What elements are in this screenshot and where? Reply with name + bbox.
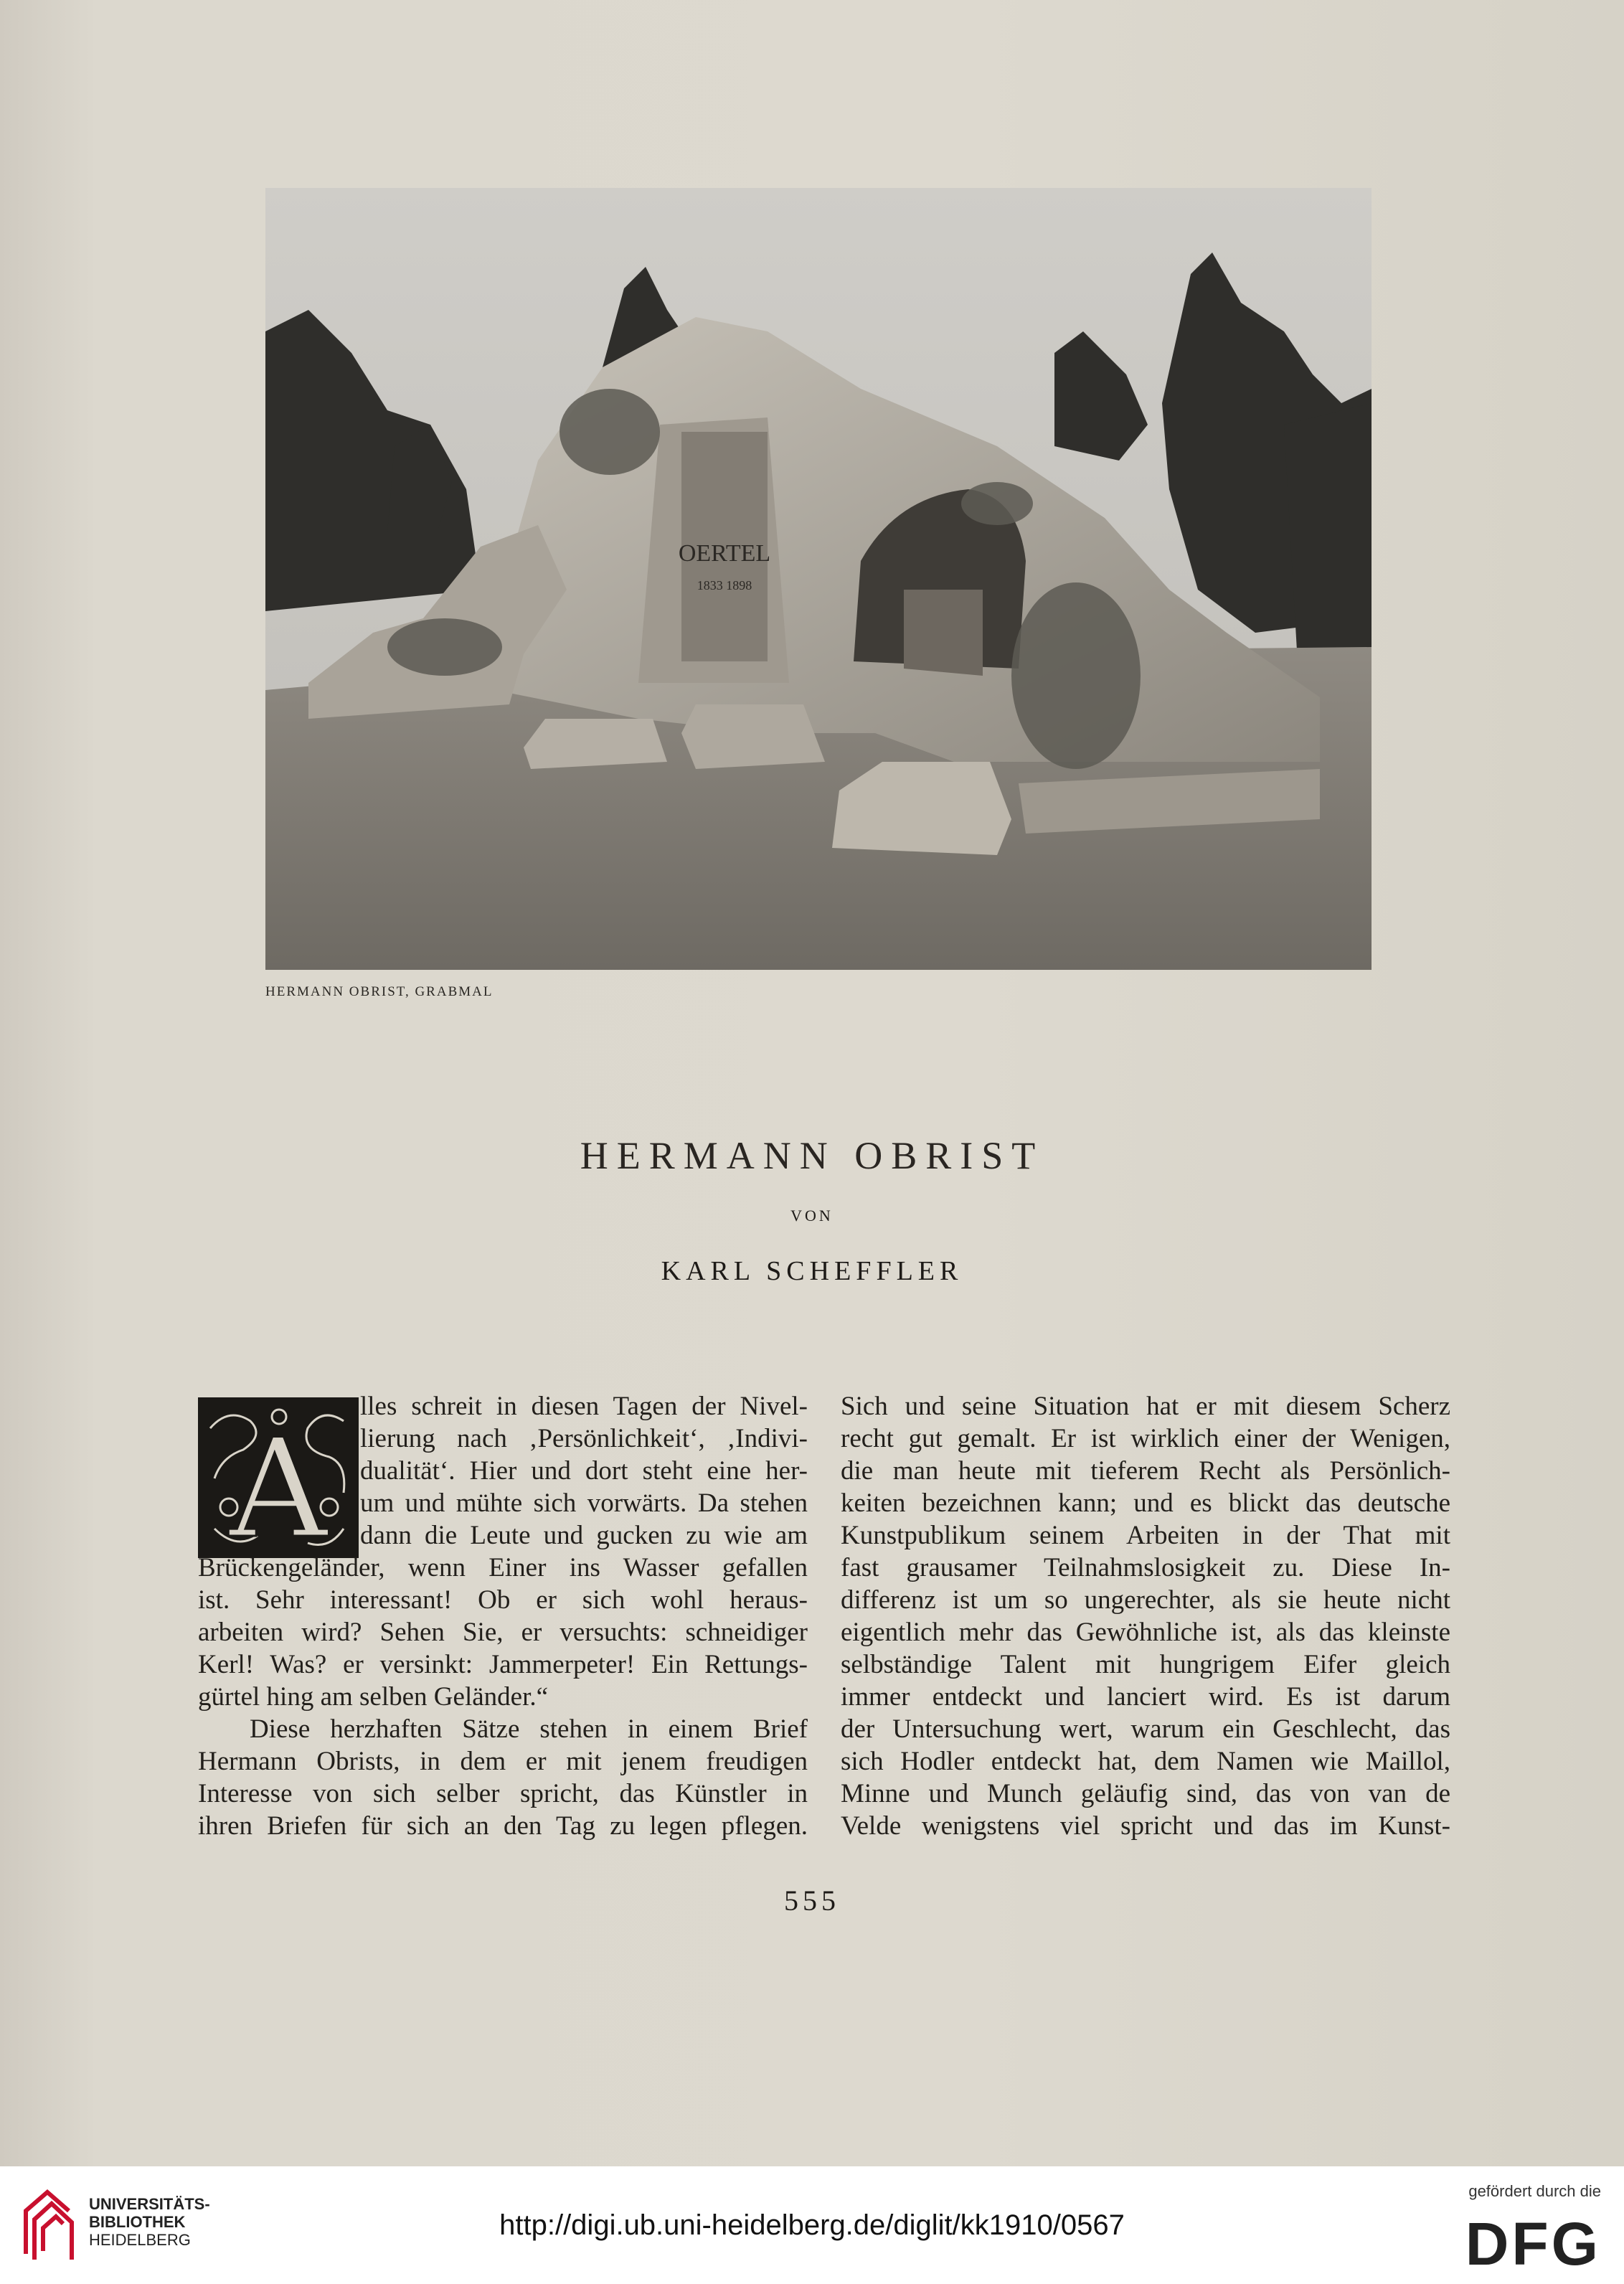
paragraph-line: lles schreit in diesen Tagen der Nivel-	[360, 1392, 808, 1421]
article-author: KARL SCHEFFLER	[661, 1256, 963, 1286]
permalink-url[interactable]: http://digi.ub.uni-heidelberg.de/diglit/kk1910/0567	[499, 2209, 1125, 2241]
paragraph-line: Minne und Munch geläufig sind, das von van de	[841, 1779, 1450, 1808]
paragraph-line: sich Hodler entdeckt hat, dem Namen wie Maillol,	[841, 1747, 1450, 1776]
dfg-logo[interactable]: DFG	[1465, 2210, 1601, 2278]
paragraph-line: Interesse von sich selber spricht, das Künstler in	[198, 1779, 808, 1808]
paragraph-line: ist. Sehr interessant! Ob er sich wohl heraus-	[198, 1585, 808, 1615]
byline-von: VON	[790, 1207, 834, 1224]
paragraph-line: der Untersuchung wert, warum ein Geschlecht, das	[841, 1714, 1450, 1744]
paragraph-line: fast grausamer Teilnahmslosigkeit zu. Diese In-	[841, 1553, 1450, 1582]
paragraph-line: keiten bezeichnen kann; und es blickt das deutsche	[841, 1488, 1450, 1518]
paragraph-line: die man heute mit tieferem Recht als Persönlich-	[841, 1456, 1450, 1486]
drop-cap-letter: A	[229, 1410, 328, 1556]
page-number: 555	[784, 1884, 840, 1917]
paragraph-line: gürtel hing am selben Geländer.“	[198, 1682, 549, 1712]
text-column-right	[841, 1390, 1450, 1842]
library-name-line1: UNIVERSITÄTS-	[89, 2195, 210, 2213]
paragraph-line: Hermann Obrists, in dem er mit jenem freudigen	[198, 1747, 808, 1776]
paragraph-line: um und mühte sich vorwärts. Da stehen	[360, 1488, 808, 1518]
paragraph-line: eigentlich mehr das Gewöhnliche ist, als das kleinste	[841, 1618, 1450, 1647]
funding-label: gefördert durch die	[1468, 2182, 1601, 2200]
paragraph-line: dann die Leute und gucken zu wie am	[360, 1521, 808, 1550]
paragraph-line: ihren Briefen für sich an den Tag zu legen pflegen.	[198, 1811, 808, 1841]
paragraph-line: recht gut gemalt. Er ist wirklich einer der Wenigen,	[841, 1424, 1450, 1453]
photo-caption: HERMANN OBRIST, GRABMAL	[265, 984, 494, 999]
paragraph-line: dualität‘. Hier und dort steht eine her-	[360, 1456, 808, 1486]
tomb-illustration	[265, 188, 1372, 970]
viewer-footer	[0, 2166, 1624, 2284]
paragraph-line: differenz ist um so ungerechter, als sie heute nicht	[841, 1585, 1450, 1615]
paragraph-line: Sich und seine Situation hat er mit diesem Scherz	[841, 1392, 1450, 1421]
paragraph-line: lierung nach ‚Persönlichkeit‘, ‚Indivi-	[360, 1424, 808, 1453]
paragraph-line: Velde wenigstens viel spricht und das im Kunst-	[841, 1811, 1450, 1841]
library-name-line2: BIBLIOTHEK	[89, 2213, 186, 2231]
paragraph-line: immer entdeckt und lanciert wird. Es ist darum	[841, 1682, 1450, 1712]
paragraph-line: Diese herzhaften Sätze stehen in einem Brief	[250, 1714, 808, 1744]
paragraph-line: selbständige Talent mit hungrigem Eifer gleich	[841, 1650, 1450, 1679]
paragraph-line: Kunstpublikum seinem Arbeiten in der That mit	[841, 1521, 1450, 1550]
text-column-left	[198, 1390, 808, 1842]
paragraph-line: Kerl! Was? er versinkt: Jammerpeter! Ein Rettungs-	[198, 1650, 808, 1679]
library-name-line3: HEIDELBERG	[89, 2231, 191, 2249]
tomb-inscription-years: 1833 1898	[697, 578, 752, 593]
paragraph-line: arbeiten wird? Sehen Sie, er versuchts: schneidiger	[198, 1618, 808, 1647]
tomb-inscription-name: OERTEL	[678, 540, 771, 567]
article-title: HERMANN OBRIST	[580, 1134, 1044, 1177]
tomb-photograph	[265, 188, 1372, 970]
paragraph-line: Brückengeländer, wenn Einer ins Wasser gefallen	[198, 1553, 808, 1582]
